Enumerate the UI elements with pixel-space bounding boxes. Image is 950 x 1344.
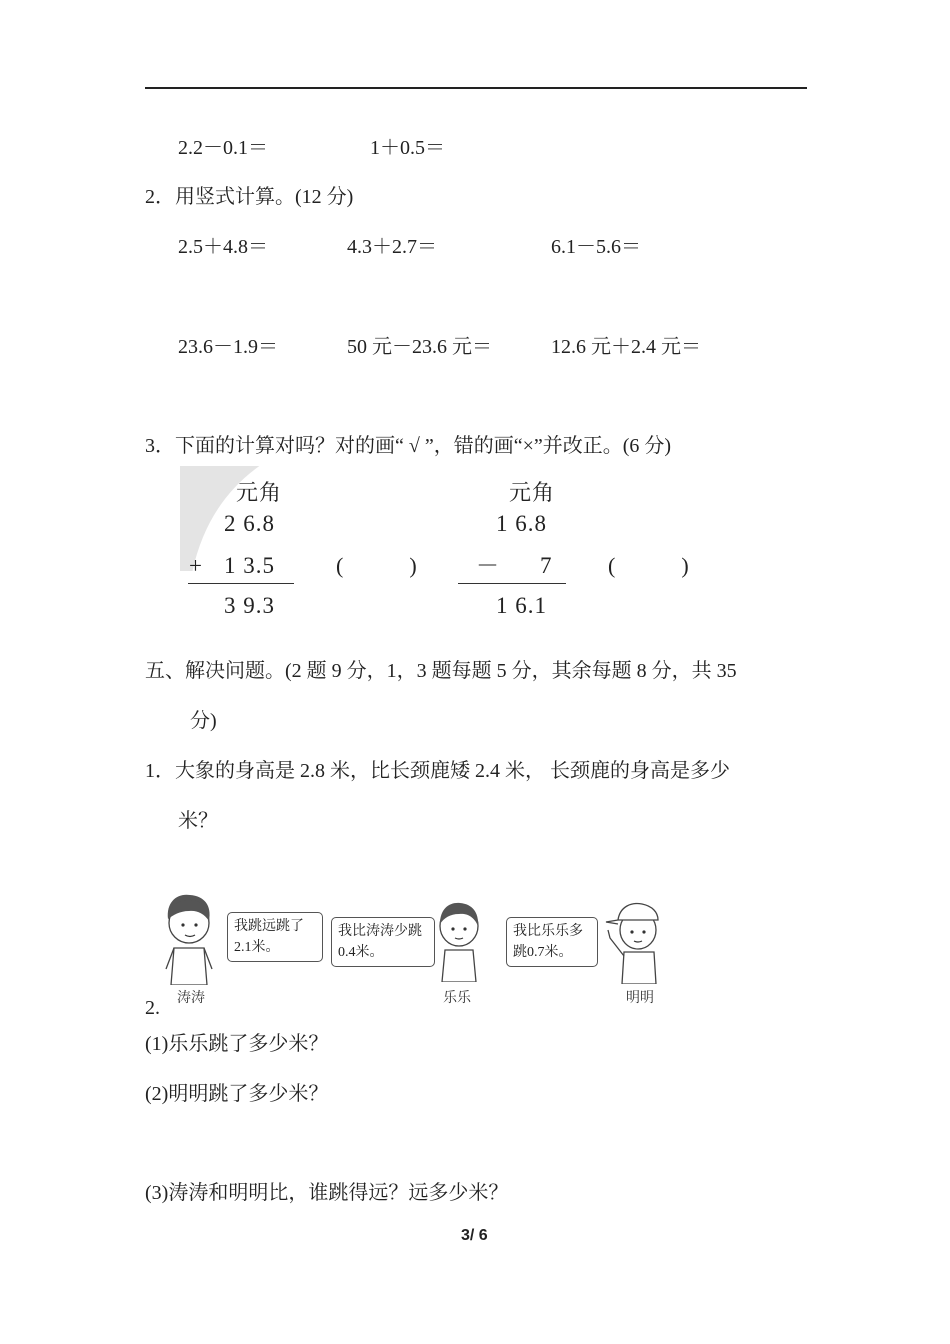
minuend: 1 6.8 [496, 511, 547, 536]
kid-name-mingming: 明明 [626, 991, 654, 1006]
boy-taotao-figure [160, 893, 220, 985]
section-5-title-cont: 分) [190, 710, 217, 732]
q3-title: 3．下面的计算对吗？对的画“ √ ”，错的画“×”并改正。(6 分) [145, 435, 672, 457]
plus-sign: + [189, 553, 203, 578]
speech-bubble-taotao: 我跳远跳了2.1米。 [227, 912, 323, 962]
answer-parens-right[interactable]: ( ) [608, 553, 689, 578]
q2-expr-2: 4.3＋2.7＝ [347, 236, 437, 258]
problem-2-sub-1: (1)乐乐跳了多少米？ [145, 1033, 329, 1055]
boy-lele-figure [432, 898, 488, 982]
problem-2-sub-3: (3)涛涛和明明比，谁跳得远？远多少米？ [145, 1182, 509, 1204]
problem-2-sub-2: (2)明明跳了多少米？ [145, 1083, 329, 1105]
section-5-title: 五、解决问题。(2 题 9 分，1，3 题每题 5 分，其余每题 8 分，共 35 [145, 660, 737, 682]
header-rule [145, 87, 807, 89]
problem-2-number: 2. [145, 997, 160, 1019]
addend-1: 2 6.8 [224, 511, 275, 536]
q2-expr-4: 23.6－1.9＝ [178, 336, 278, 358]
sum-line [188, 583, 294, 584]
problem-1-text-cont: 米？ [178, 810, 218, 832]
boy-mingming-figure [604, 900, 666, 984]
page-number: 3/ 6 [461, 1227, 488, 1244]
unit-label: 元角 [236, 480, 283, 505]
q2-expr-5: 50 元－23.6 元＝ [347, 336, 492, 358]
q2-expr-1: 2.5＋4.8＝ [178, 236, 268, 258]
q2-expr-3: 6.1－5.6＝ [551, 236, 641, 258]
problem-1-text: 1．大象的身高是 2.8 米，比长颈鹿矮 2.4 米， 长颈鹿的身高是多少 [145, 760, 730, 782]
subtrahend: 7 [540, 553, 553, 578]
kid-name-lele: 乐乐 [443, 991, 471, 1006]
result: 1 6.1 [496, 593, 547, 618]
q2-expr-6: 12.6 元＋2.4 元＝ [551, 336, 701, 358]
speech-bubble-mingming: 我比乐乐多跳0.7米。 [506, 917, 598, 967]
result: 3 9.3 [224, 593, 275, 618]
q2-title: 2．用竖式计算。(12 分) [145, 186, 354, 208]
unit-label: 元角 [509, 480, 556, 505]
speech-bubble-lele: 我比涛涛少跳0.4米。 [331, 917, 435, 967]
answer-parens-left[interactable]: ( ) [336, 553, 417, 578]
addend-2: 1 3.5 [224, 553, 275, 578]
expr-2-2-minus-0-1: 2.2－0.1＝ [178, 137, 268, 159]
kid-name-taotao: 涛涛 [177, 991, 205, 1006]
expr-1-plus-0-5: 1＋0.5＝ [370, 137, 445, 159]
difference-line [458, 583, 566, 584]
minus-sign: － [476, 553, 500, 578]
